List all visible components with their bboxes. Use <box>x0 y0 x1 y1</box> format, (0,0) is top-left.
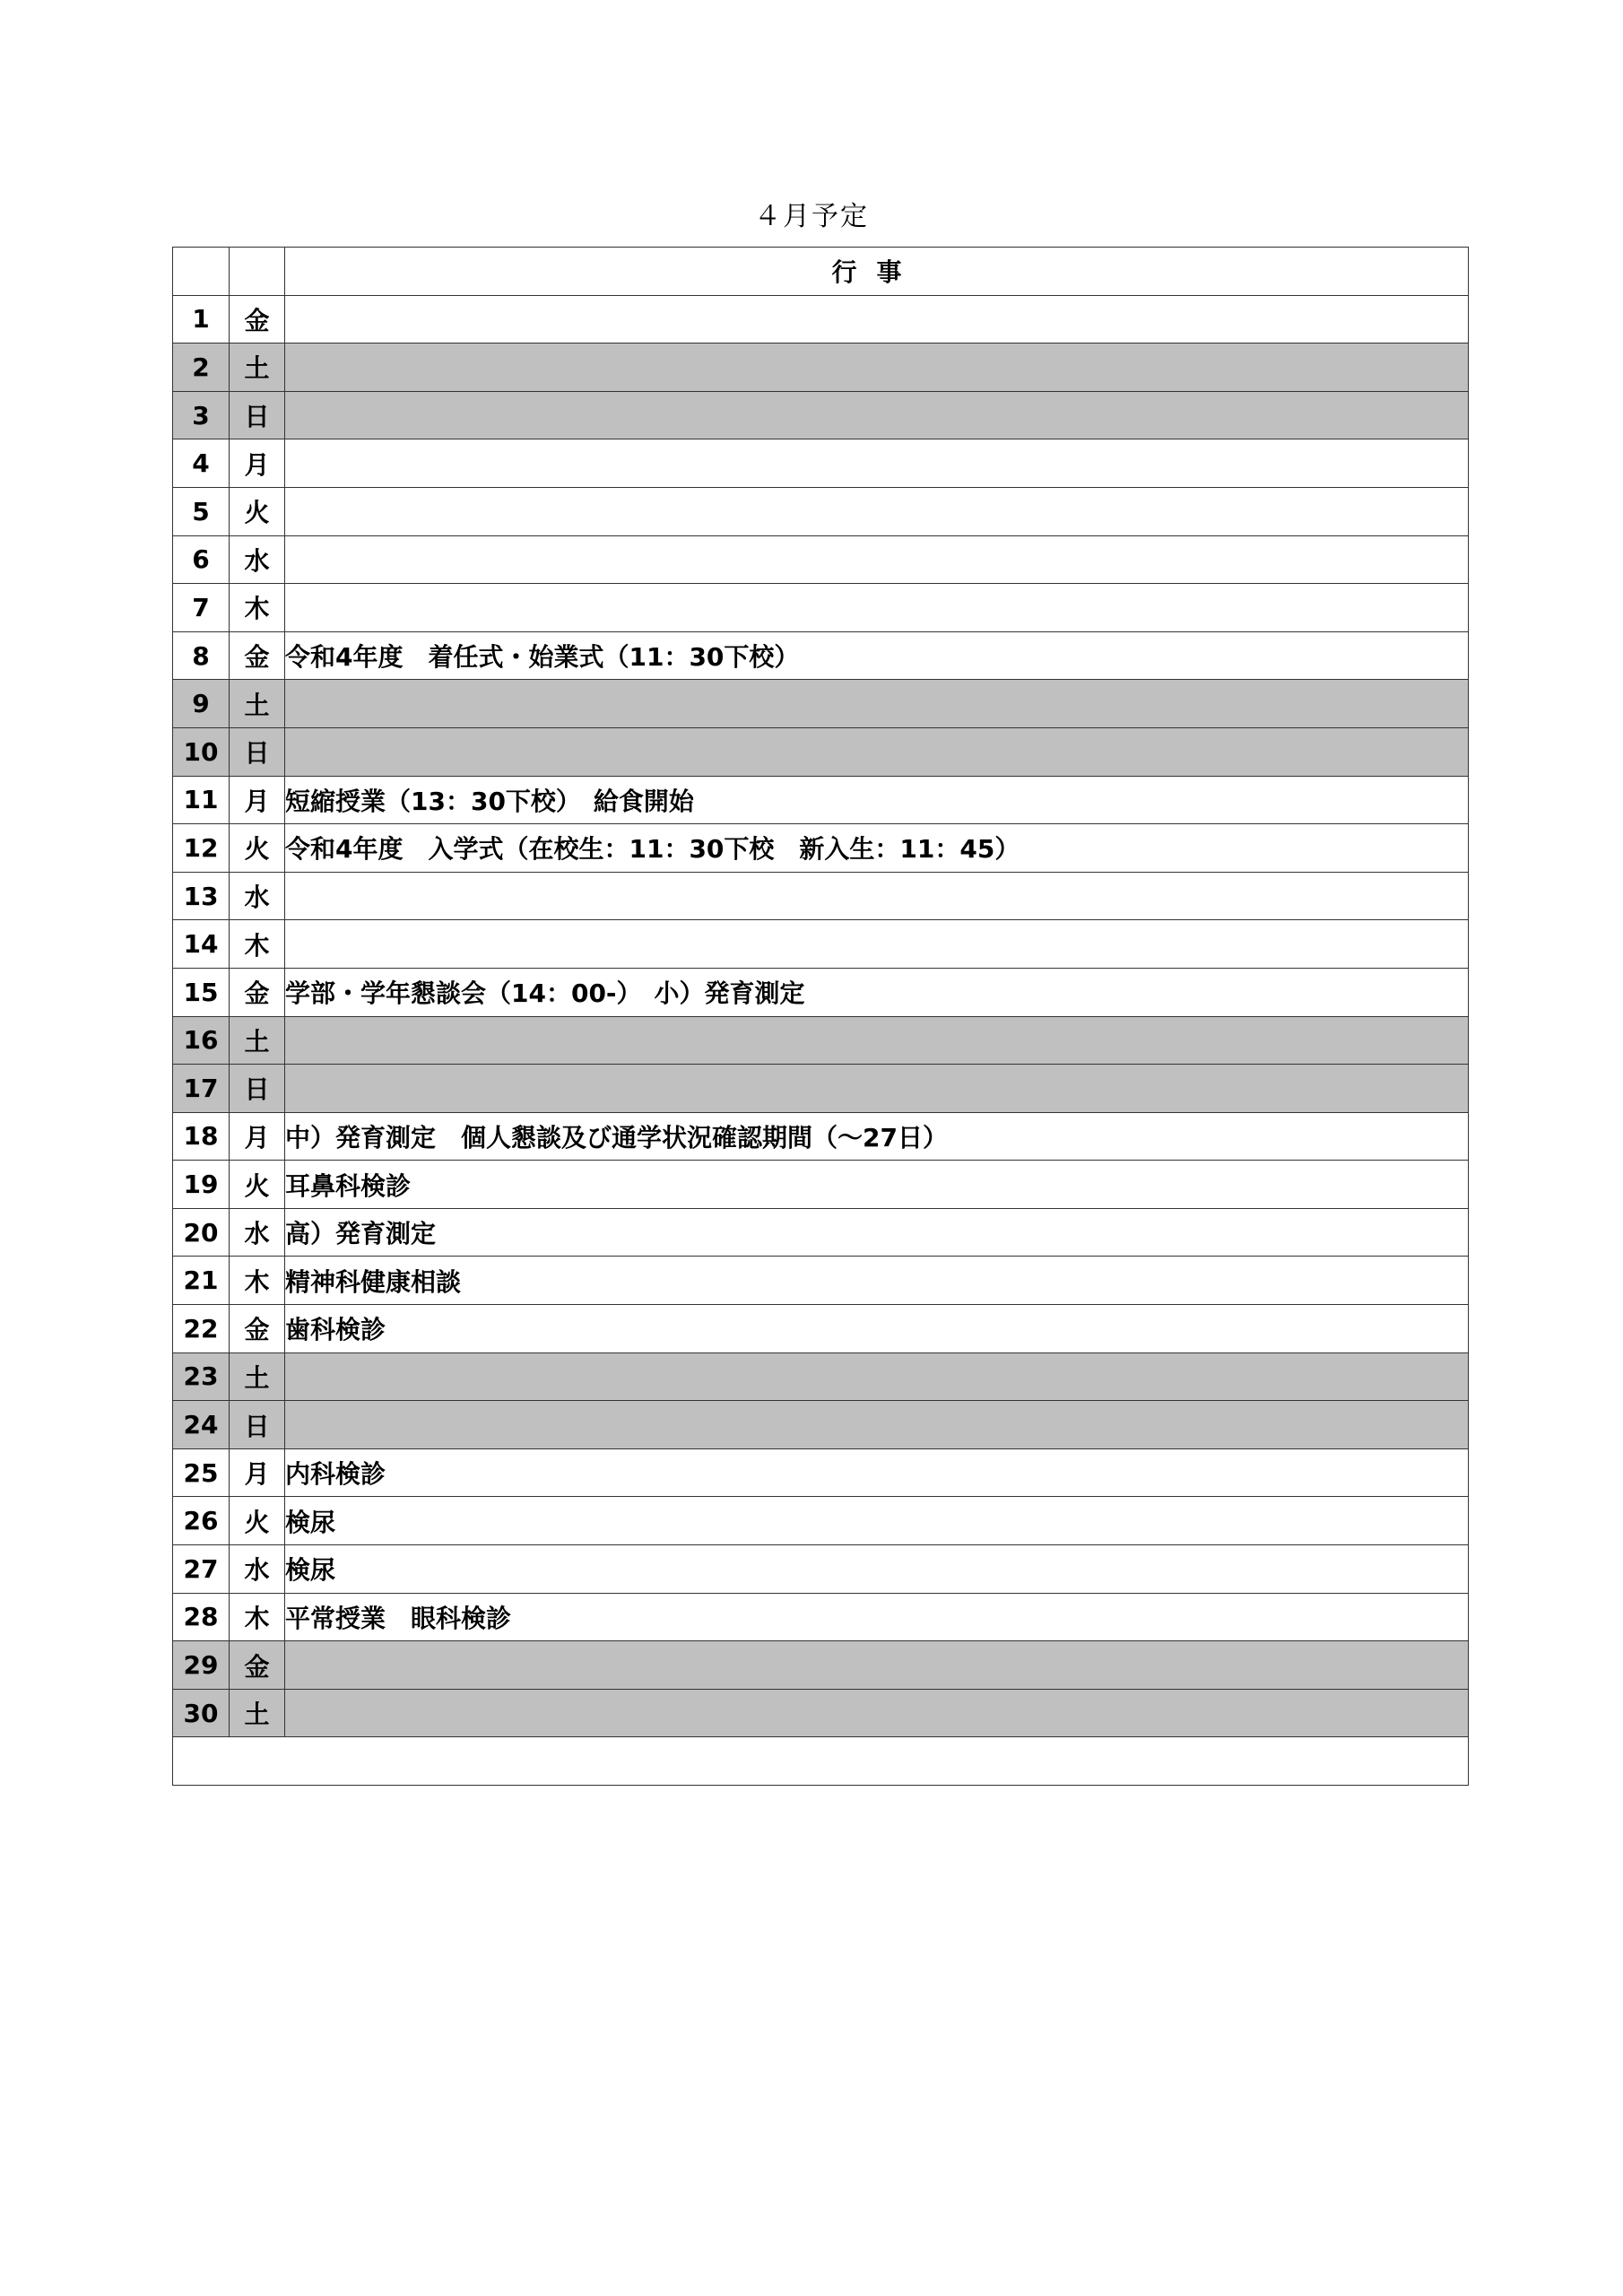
table-row <box>173 295 1469 344</box>
day-number: 30 <box>173 1689 230 1737</box>
weekday: 火 <box>230 487 285 535</box>
table-row <box>173 391 1469 439</box>
weekday: 金 <box>230 631 285 680</box>
weekday: 水 <box>230 535 285 584</box>
event-cell <box>285 1065 1469 1113</box>
day-number: 23 <box>173 1352 230 1401</box>
table-row <box>173 776 1469 824</box>
event-cell <box>285 1401 1469 1449</box>
weekday: 月 <box>230 439 285 488</box>
day-number: 11 <box>173 776 230 824</box>
table-row <box>173 1352 1469 1401</box>
event-cell <box>285 535 1469 584</box>
event-cell: 短縮授業（13：30下校） 給食開始 <box>285 776 1469 824</box>
table-row <box>173 487 1469 535</box>
day-number: 22 <box>173 1305 230 1353</box>
day-number: 27 <box>173 1545 230 1594</box>
weekday: 土 <box>230 1016 285 1065</box>
event-cell <box>285 680 1469 728</box>
table-row <box>173 680 1469 728</box>
table-row <box>173 1305 1469 1353</box>
day-number: 5 <box>173 487 230 535</box>
day-number: 15 <box>173 968 230 1016</box>
table-row <box>173 1401 1469 1449</box>
weekday: 土 <box>230 1352 285 1401</box>
day-number: 26 <box>173 1497 230 1545</box>
table-row <box>173 1545 1469 1594</box>
table-row <box>173 872 1469 920</box>
weekday: 木 <box>230 1257 285 1305</box>
day-number: 17 <box>173 1065 230 1113</box>
table-row <box>173 824 1469 873</box>
table-row <box>173 920 1469 969</box>
table-row <box>173 439 1469 488</box>
day-number: 10 <box>173 727 230 776</box>
day-number: 6 <box>173 535 230 584</box>
event-cell <box>285 391 1469 439</box>
event-cell <box>285 727 1469 776</box>
schedule-table <box>172 247 1469 1786</box>
day-number: 16 <box>173 1016 230 1065</box>
table-row <box>173 727 1469 776</box>
table-row <box>173 968 1469 1016</box>
event-cell <box>285 584 1469 632</box>
weekday: 金 <box>230 295 285 344</box>
weekday: 月 <box>230 1112 285 1161</box>
event-cell: 検尿 <box>285 1497 1469 1545</box>
table-row <box>173 1689 1469 1737</box>
event-cell <box>285 439 1469 488</box>
table-row <box>173 535 1469 584</box>
table-row <box>173 1593 1469 1641</box>
header-weekday <box>230 248 285 296</box>
event-cell: 平常授業 眼科検診 <box>285 1593 1469 1641</box>
weekday: 金 <box>230 968 285 1016</box>
weekday: 日 <box>230 391 285 439</box>
table-row <box>173 1497 1469 1545</box>
notes-row <box>173 1737 1469 1786</box>
table-row <box>173 1161 1469 1209</box>
event-cell: 歯科検診 <box>285 1305 1469 1353</box>
day-number: 18 <box>173 1112 230 1161</box>
day-number: 25 <box>173 1448 230 1497</box>
table-row <box>173 584 1469 632</box>
event-cell: 内科検診 <box>285 1448 1469 1497</box>
day-number: 8 <box>173 631 230 680</box>
event-cell <box>285 295 1469 344</box>
day-number: 24 <box>173 1401 230 1449</box>
weekday: 月 <box>230 776 285 824</box>
weekday: 日 <box>230 727 285 776</box>
day-number: 13 <box>173 872 230 920</box>
day-number: 9 <box>173 680 230 728</box>
event-cell: 耳鼻科検診 <box>285 1161 1469 1209</box>
weekday: 水 <box>230 872 285 920</box>
table-row <box>173 1257 1469 1305</box>
event-cell <box>285 487 1469 535</box>
page-title: ４月予定 <box>754 201 869 232</box>
weekday: 火 <box>230 1497 285 1545</box>
day-number: 20 <box>173 1208 230 1257</box>
weekday: 日 <box>230 1401 285 1449</box>
table-row <box>173 1641 1469 1690</box>
weekday: 水 <box>230 1545 285 1594</box>
event-cell <box>285 344 1469 392</box>
weekday: 土 <box>230 1689 285 1737</box>
event-cell <box>285 1641 1469 1690</box>
day-number: 19 <box>173 1161 230 1209</box>
event-cell <box>285 1016 1469 1065</box>
day-number: 3 <box>173 391 230 439</box>
event-cell: 学部・学年懇談会（14：00-） 小）発育測定 <box>285 968 1469 1016</box>
weekday: 土 <box>230 344 285 392</box>
table-header-row <box>173 248 1469 296</box>
weekday: 木 <box>230 920 285 969</box>
weekday: 土 <box>230 680 285 728</box>
weekday: 木 <box>230 584 285 632</box>
table-row <box>173 1112 1469 1161</box>
table-row <box>173 1208 1469 1257</box>
weekday: 火 <box>230 1161 285 1209</box>
day-number: 28 <box>173 1593 230 1641</box>
day-number: 21 <box>173 1257 230 1305</box>
day-number: 29 <box>173 1641 230 1690</box>
event-cell: 令和4年度 着任式・始業式（11：30下校） <box>285 631 1469 680</box>
day-number: 2 <box>173 344 230 392</box>
weekday: 金 <box>230 1305 285 1353</box>
day-number: 12 <box>173 824 230 873</box>
weekday: 金 <box>230 1641 285 1690</box>
table-row <box>173 1065 1469 1113</box>
notes-cell <box>173 1737 1469 1786</box>
weekday: 水 <box>230 1208 285 1257</box>
event-cell: 中）発育測定 個人懇談及び通学状況確認期間（～27日） <box>285 1112 1469 1161</box>
table-row <box>173 631 1469 680</box>
weekday: 日 <box>230 1065 285 1113</box>
day-number: 4 <box>173 439 230 488</box>
weekday: 木 <box>230 1593 285 1641</box>
weekday: 月 <box>230 1448 285 1497</box>
table-row <box>173 1016 1469 1065</box>
event-cell <box>285 920 1469 969</box>
table-row <box>173 1448 1469 1497</box>
event-cell: 精神科健康相談 <box>285 1257 1469 1305</box>
event-cell: 令和4年度 入学式（在校生：11：30下校 新入生：11：45） <box>285 824 1469 873</box>
header-day <box>173 248 230 296</box>
table-body <box>173 295 1469 1737</box>
event-cell <box>285 1352 1469 1401</box>
table-row <box>173 344 1469 392</box>
day-number: 7 <box>173 584 230 632</box>
event-cell <box>285 1689 1469 1737</box>
day-number: 14 <box>173 920 230 969</box>
event-cell <box>285 872 1469 920</box>
weekday: 火 <box>230 824 285 873</box>
header-events: 行事 <box>285 248 1469 296</box>
event-cell: 検尿 <box>285 1545 1469 1594</box>
event-cell: 高）発育測定 <box>285 1208 1469 1257</box>
day-number: 1 <box>173 295 230 344</box>
